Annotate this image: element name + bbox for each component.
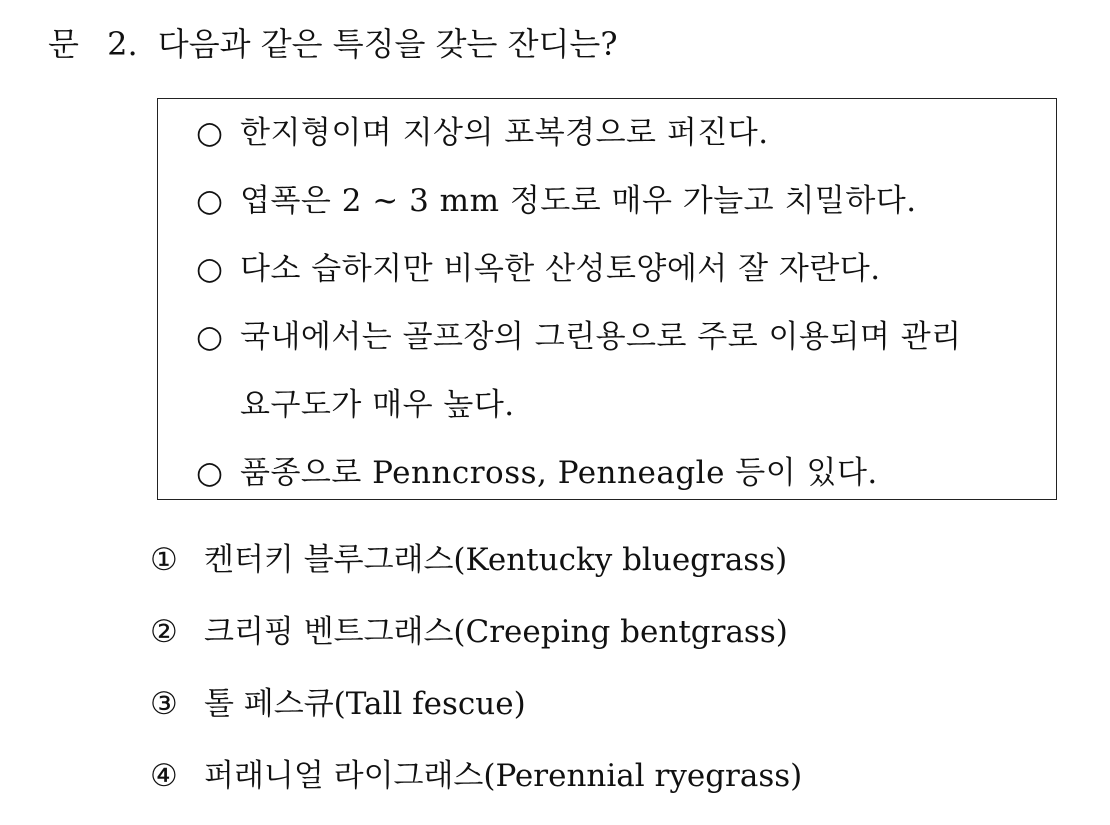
question-text: 다음과 같은 특징을 갖는 잔디는? (157, 25, 618, 63)
choice-text: 켄터키 블루그래스(Kentucky bluegrass) (204, 542, 788, 578)
condition-item (196, 314, 962, 360)
choice-number: ② (150, 614, 178, 650)
answer-choices (150, 537, 802, 825)
choice-3[interactable] (150, 681, 802, 753)
question-number: 2. (107, 25, 138, 63)
condition-box (157, 98, 1057, 500)
condition-text: 한지형이며 지상의 포복경으로 퍼진다. (240, 115, 769, 151)
choice-number: ③ (150, 686, 178, 722)
condition-continuation (240, 382, 515, 428)
circle-bullet-icon: ○ (196, 251, 224, 287)
choice-1[interactable] (150, 537, 802, 609)
condition-text: 국내에서는 골프장의 그린용으로 주로 이용되며 관리 (240, 319, 962, 355)
condition-item (196, 178, 917, 224)
choice-text: 톨 페스큐(Tall fescue) (204, 686, 526, 722)
choice-number: ① (150, 542, 178, 578)
choice-number: ④ (150, 758, 178, 794)
condition-text: 다소 습하지만 비옥한 산성토양에서 잘 자란다. (240, 251, 881, 287)
choice-4[interactable] (150, 753, 802, 825)
choice-text: 크리핑 벤트그래스(Creeping bentgrass) (204, 614, 788, 650)
choice-text: 퍼래니얼 라이그래스(Perennial ryegrass) (204, 758, 803, 794)
circle-bullet-icon: ○ (196, 455, 224, 491)
condition-text: 요구도가 매우 높다. (240, 387, 515, 423)
condition-item (196, 246, 881, 292)
condition-text: 엽폭은 2 ~ 3 mm 정도로 매우 가늘고 치밀하다. (240, 183, 917, 219)
circle-bullet-icon: ○ (196, 115, 224, 151)
choice-2[interactable] (150, 609, 802, 681)
condition-text: 품종으로 Penncross, Penneagle 등이 있다. (240, 455, 878, 491)
circle-bullet-icon: ○ (196, 319, 224, 355)
condition-item (196, 450, 878, 496)
circle-bullet-icon: ○ (196, 183, 224, 219)
question-prefix: 문 (48, 25, 79, 63)
condition-item (196, 110, 769, 156)
question-line (48, 18, 618, 70)
